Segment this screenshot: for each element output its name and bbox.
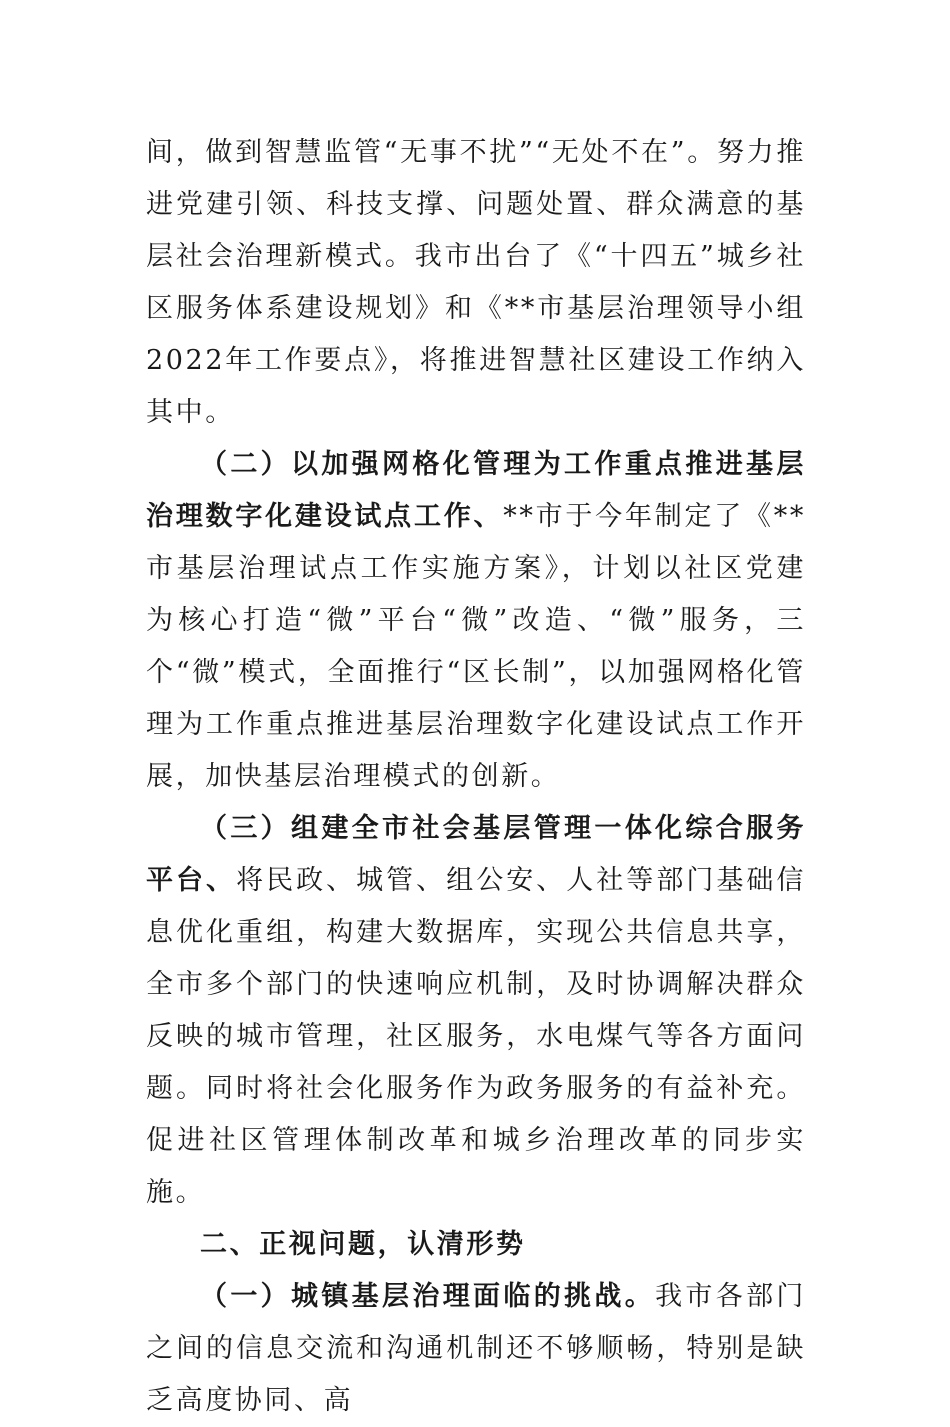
- paragraph-3: [146, 803, 806, 1219]
- paragraph-5-text: 我市各部门之间的信息交流和沟通机制还不够顺畅，特别是缺乏高度协同、高: [146, 1281, 807, 1416]
- paragraph-2-lead: （二）以加强网格化管理为工作重点推进基层治理数字化建设试点工作、: [146, 449, 806, 532]
- paragraph-3-lead: （三）组建全市社会基层管理一体化综合服务平台、: [146, 813, 806, 896]
- paragraph-5: [146, 1271, 806, 1427]
- section-heading: [146, 1219, 806, 1271]
- section-heading-text: 二、正视问题，认清形势: [200, 1229, 526, 1260]
- paragraph-5-lead: （一）城镇基层治理面临的挑战。: [200, 1281, 656, 1312]
- paragraph-1-text: 间，做到智慧监管“无事不扰”“无处不在”。努力推进党建引领、科技支撑、问题处置、群众满意的基层社会治理新模式。我市出台了《“十四五”城乡社区服务体系建设规划》和《**市基层治理领导小组2022年工作要点》，将推进智慧社区建设工作纳入其中。: [146, 137, 806, 428]
- document-page: [146, 127, 806, 1427]
- paragraph-2: [146, 439, 806, 803]
- paragraph-2-text: **市于今年制定了《**市基层治理试点工作实施方案》，计划以社区党建为核心打造“微”平台“微”改造、“微”服务，三个“微”模式，全面推行“区长制”，以加强网格化管理为工作重点推进基层治理数字化建设试点工作开展，加快基层治理模式的创新。: [146, 501, 807, 792]
- paragraph-3-text: 将民政、城管、组公安、人社等部门基础信息优化重组，构建大数据库，实现公共信息共享，全市多个部门的快速响应机制，及时协调解决群众反映的城市管理，社区服务，水电煤气等各方面问题。同时将社会化服务作为政务服务的有益补充。促进社区管理体制改革和城乡治理改革的同步实施。: [146, 865, 806, 1208]
- paragraph-1: [146, 127, 806, 439]
